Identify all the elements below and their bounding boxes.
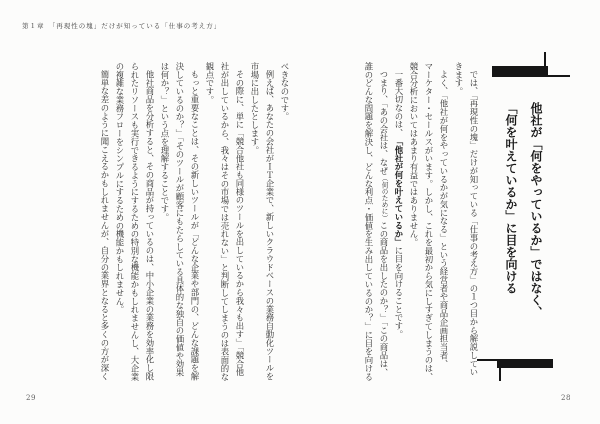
text-segment: つまり、「あの会社は、なぜ bbox=[379, 70, 389, 176]
headline-line-1: 他社が「何をやっているか」ではなく、 bbox=[529, 102, 543, 318]
text-column: 決しているのか？」「そのツールが顧客にもたらしている具体的な独自の価値や効果 bbox=[175, 62, 185, 377]
text-column: 誰のどんな問題を解決し、どんな利点・価値を生み出しているのか？」に目を向ける bbox=[364, 62, 374, 381]
text-column: は何か？」という点を理解することです。 bbox=[160, 62, 170, 222]
text-column: もっと重要なことは、その新しいツールが「どんな企業や部門の、どんな課題を解 bbox=[190, 70, 200, 381]
text-column: 観点です。 bbox=[205, 62, 215, 104]
text-segment: この商品を出したのか？」「この商品は、 bbox=[379, 221, 389, 377]
section-headline bbox=[498, 102, 548, 332]
headline-line-2: 「何を叶えているか」に目を向ける bbox=[504, 102, 518, 294]
text-column: べきなのです。 bbox=[280, 62, 290, 121]
headline-corner-mark-bottom-bar bbox=[497, 359, 553, 368]
text-segment: 一番大切なのは、 bbox=[394, 70, 404, 138]
text-column: 簡単な差のように聞こえるかもしれませんが、自分の業界となると多くの方が深く bbox=[100, 70, 110, 381]
headline-corner-mark-bottom-vertical-line bbox=[499, 368, 501, 381]
text-column: 他社商品を分析すると、その商品が持っているのは、中小企業の業務を効率化し限 bbox=[145, 70, 155, 381]
text-column-with-emphasis bbox=[391, 62, 406, 384]
text-column: 市場に出したとします。 bbox=[250, 62, 260, 155]
text-column: 社が出しているから、我々はその市場では売れない」と判断してしまうのは表面的な bbox=[220, 62, 230, 381]
running-chapter-header: 第１章 「再現性の塊」だけが知っている「仕事の考え方」 bbox=[22, 22, 222, 30]
text-column-with-annotation bbox=[376, 62, 391, 384]
headline-corner-mark-top-horizontal-line bbox=[548, 75, 570, 77]
text-column: よく、「他社が何をやっているかが気になる」という経営者や商品企画担当者、 bbox=[439, 70, 449, 369]
text-column: られたリソースも実行できるようにするための特別な機能かもしれませんし、大企業 bbox=[130, 62, 140, 381]
text-column: マーケター・セールスがいます。しかし、これを最初から気にしすぎてしまうのは、 bbox=[424, 62, 434, 381]
text-column: その際に、単に「競合他社も同様のツールを出しているから我々も出す」「競合他 bbox=[235, 70, 245, 377]
page-number-right: 28 bbox=[561, 394, 571, 402]
emphasized-text-segment: 「他社が何を叶えているか」 bbox=[394, 137, 404, 247]
page-number-left: 29 bbox=[26, 394, 36, 402]
left-page-body bbox=[97, 62, 292, 384]
text-column: では、「再現性の塊」だけが知っている「仕事の考え方」の１つ目から解説してい bbox=[469, 70, 479, 377]
text-column: きます。 bbox=[454, 62, 464, 96]
parenthetical-annotation: （何のために） bbox=[380, 175, 388, 222]
text-column: の複雑な業務フローをシンプルにするための機能かもしれません。 bbox=[115, 62, 125, 314]
text-segment: に目を向けることです。 bbox=[394, 246, 404, 339]
headline-corner-mark-top-bar bbox=[492, 66, 548, 77]
headline-corner-mark-top-vertical-line bbox=[544, 52, 546, 66]
text-column: 例えば、あなたの会社がＩＴ企業で、新しいクラウドベースの業務自動化ツールを bbox=[265, 70, 275, 381]
right-page-body bbox=[361, 62, 481, 384]
text-column: 競合分析においてはあまり有益ではありません。 bbox=[409, 62, 419, 247]
